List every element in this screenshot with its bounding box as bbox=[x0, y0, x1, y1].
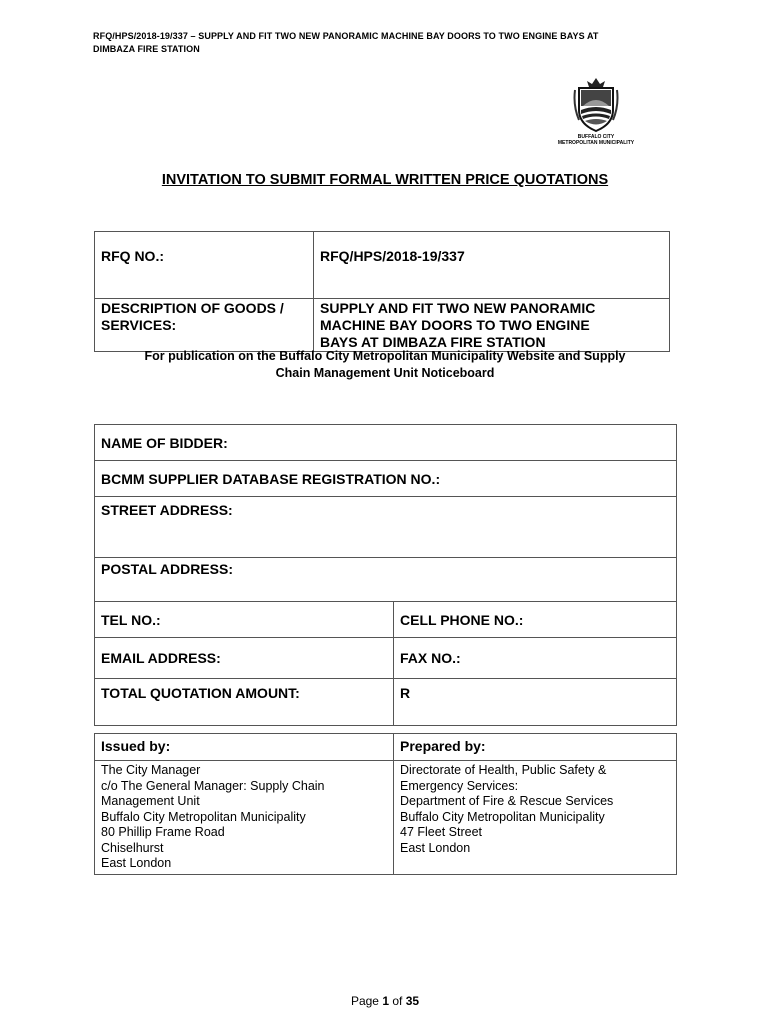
logo-text-line-2: METROPOLITAN MUNICIPALITY bbox=[557, 140, 635, 146]
header-line-2: DIMBAZA FIRE STATION bbox=[93, 44, 200, 54]
issuer-table bbox=[94, 733, 677, 875]
registration-number-field[interactable]: BCMM SUPPLIER DATABASE REGISTRATION NO.: bbox=[95, 461, 677, 497]
tel-number-field[interactable]: TEL NO.: bbox=[95, 602, 394, 638]
email-address-field[interactable]: EMAIL ADDRESS: bbox=[95, 638, 394, 679]
prepared-by-heading: Prepared by: bbox=[394, 734, 677, 761]
rfq-number-value: RFQ/HPS/2018-19/337 bbox=[314, 232, 670, 299]
cell-phone-field[interactable]: CELL PHONE NO.: bbox=[394, 602, 677, 638]
description-value: SUPPLY AND FIT TWO NEW PANORAMIC MACHINE BAY DOORS TO TWO ENGINE BAYS AT DIMBAZA FIRE STATION bbox=[314, 299, 670, 352]
rfq-number-label: RFQ NO.: bbox=[95, 232, 314, 299]
page-number: Page 1 of 35 bbox=[350, 994, 420, 1008]
description-label: DESCRIPTION OF GOODS / SERVICES: bbox=[95, 299, 314, 352]
municipality-logo bbox=[552, 76, 640, 152]
issued-by-heading: Issued by: bbox=[95, 734, 394, 761]
issued-by-address: The City Manager c/o The General Manager: Supply Chain Management Unit Buffalo City Metropolitan Municipality 80 Phillip Frame Road Chiselhurst East London bbox=[95, 761, 394, 875]
rfq-info-table bbox=[94, 231, 670, 352]
publication-note: For publication on the Buffalo City Metropolitan Municipality Website and Supply Chain Management Unit Noticeboard bbox=[144, 349, 626, 380]
rfq-number-row bbox=[95, 232, 670, 299]
postal-address-field[interactable]: POSTAL ADDRESS: bbox=[95, 558, 677, 602]
bidder-details-table bbox=[94, 424, 677, 726]
prepared-by-address: Directorate of Health, Public Safety & Emergency Services: Department of Fire & Rescue Services Buffalo City Metropolitan Municipality 47 Fleet Street East London bbox=[394, 761, 677, 875]
total-amount-field[interactable]: R bbox=[394, 679, 677, 726]
fax-number-field[interactable]: FAX NO.: bbox=[394, 638, 677, 679]
description-row bbox=[95, 299, 670, 352]
coat-of-arms-icon bbox=[573, 76, 619, 134]
logo-text-line-1: BUFFALO CITY bbox=[577, 134, 615, 140]
total-amount-label: TOTAL QUOTATION AMOUNT: bbox=[95, 679, 394, 726]
bidder-name-field[interactable]: NAME OF BIDDER: bbox=[95, 425, 677, 461]
document-header bbox=[93, 30, 693, 56]
header-line-1: RFQ/HPS/2018-19/337 – SUPPLY AND FIT TWO NEW PANORAMIC MACHINE BAY DOORS TO TWO ENGINE BAYS AT bbox=[93, 31, 599, 41]
street-address-field[interactable]: STREET ADDRESS: bbox=[95, 497, 677, 558]
page-title: INVITATION TO SUBMIT FORMAL WRITTEN PRICE QUOTATIONS bbox=[161, 172, 609, 188]
